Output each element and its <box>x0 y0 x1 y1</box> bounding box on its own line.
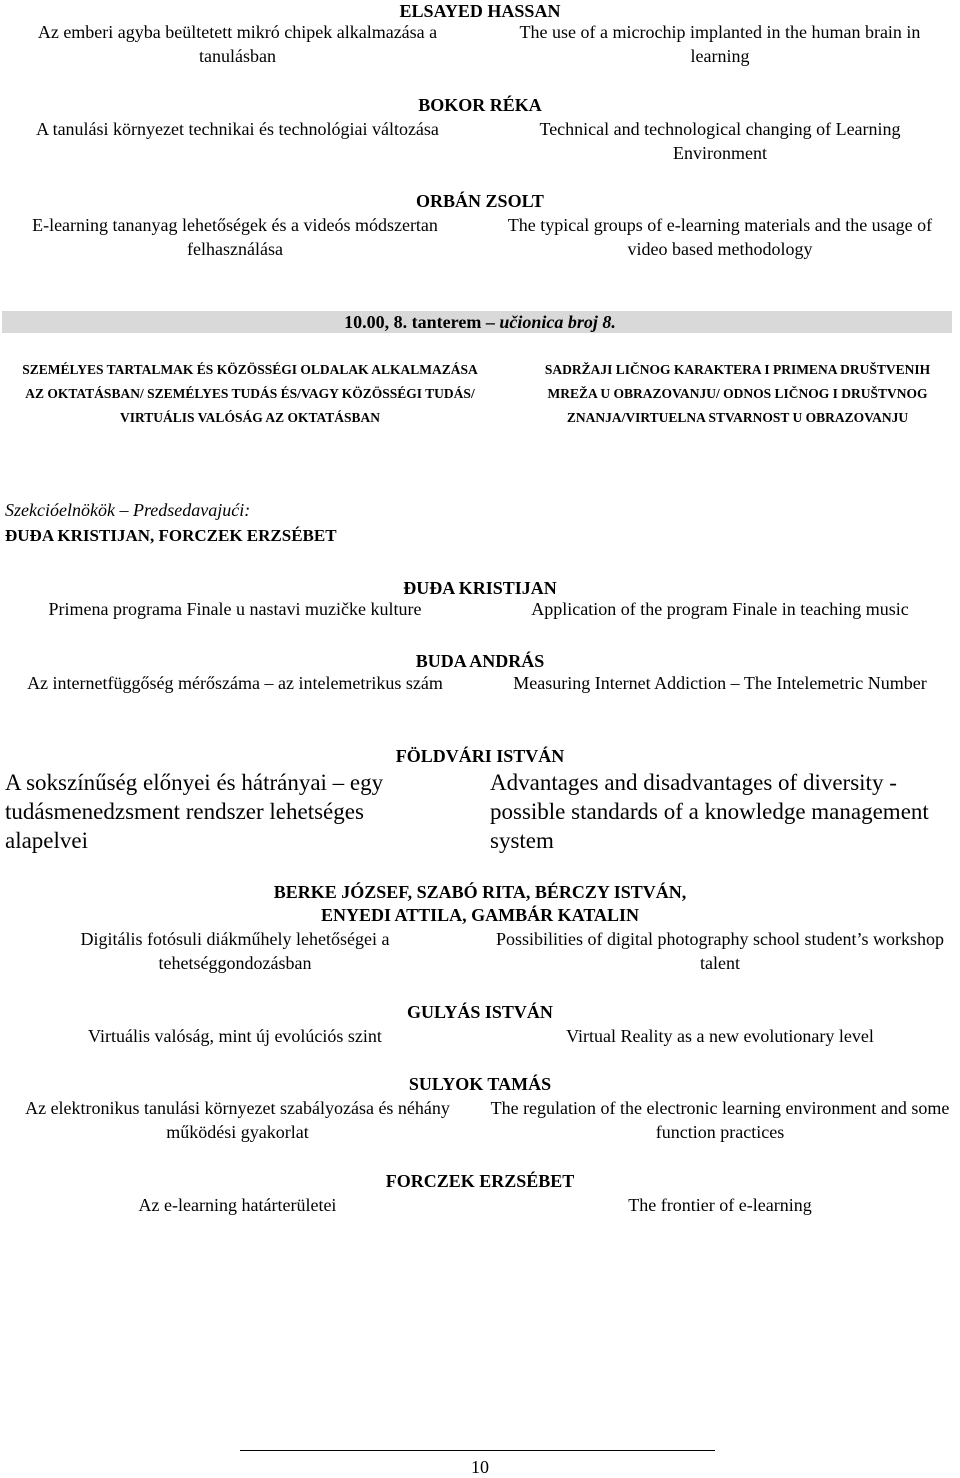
presenter-name: FORCZEK ERZSÉBET <box>385 1171 575 1191</box>
time-room: 10.00, 8. tanterem <box>344 312 482 332</box>
chairs-label: Szekcióelnökök – Predsedavajući: <box>5 500 251 520</box>
presenter-name: GULYÁS ISTVÁN <box>407 1002 553 1022</box>
talk-title-en: Advantages and disadvantages of diversity - possible standards of a knowledge management system <box>490 770 929 853</box>
talk-title-en: The regulation of the electronic learning environment and some function practices <box>490 1098 950 1142</box>
talk-title-hu: Primena programa Finale u nastavi muzičke kulture <box>48 599 422 619</box>
talk-title-en: Virtual Reality as a new evolutionary level <box>566 1026 874 1046</box>
talk-title-hu: Az internetfüggőség mérőszáma – az intelemetrikus szám <box>27 673 443 693</box>
presenter-name: ELSAYED HASSAN <box>399 1 561 21</box>
session-title-hu: SZEMÉLYES TARTALMAK ÉS KÖZÖSSÉGI OLDALAK ALKALMAZÁSA AZ OKTATÁSBAN/ SZEMÉLYES TUDÁS ÉS/VAGY KÖZÖSSÉGI TUDÁS/ VIRTUÁLIS VALÓSÁG AZ OKTATÁSBAN <box>22 362 478 425</box>
room-serbian: učionica broj 8. <box>499 312 616 332</box>
talk-title-hu: Az emberi agyba beültetett mikró chipek alkalmazása a tanulásban <box>37 22 438 66</box>
session-time-room <box>0 311 960 333</box>
talk-title-en: Measuring Internet Addiction – The Intelemetric Number <box>513 673 927 693</box>
presenter-name: SULYOK TAMÁS <box>408 1074 552 1094</box>
talk-title-en: Possibilities of digital photography school student’s workshop talent <box>496 929 944 973</box>
chairs-names: ĐUĐA KRISTIJAN, FORCZEK ERZSÉBET <box>5 526 337 545</box>
talk-title-hu: Az elektronikus tanulási környezet szabályozása és néhány működési gyakorlat <box>25 1098 450 1142</box>
talk-title-hu: Digitális fotósuli diákműhely lehetőségei a tehetséggondozásban <box>80 929 390 973</box>
dash: – <box>481 312 500 332</box>
presenter-name: BUDA ANDRÁS <box>415 651 545 671</box>
talk-title-en: The use of a microchip implanted in the human brain in learning <box>519 22 921 66</box>
presenter-name: ORBÁN ZSOLT <box>416 191 544 211</box>
session-title-sr: SADRŽAJI LIČNOG KARAKTERA I PRIMENA DRUŠTVENIH MREŽA U OBRAZOVANJU/ ODNOS LIČNOG I DRUŠTVNOG ZNANJA/VIRTUELNA STVARNOST U OBRAZOVANJU <box>544 362 931 425</box>
talk-title-en: The frontier of e-learning <box>628 1195 812 1215</box>
footer-rule <box>240 1450 715 1451</box>
page-number: 10 <box>471 1457 489 1477</box>
talk-title-hu: Az e-learning határterületei <box>138 1195 337 1215</box>
presenter-name: FÖLDVÁRI ISTVÁN <box>395 746 565 766</box>
talk-title-en: The typical groups of e-learning materials and the usage of video based methodology <box>507 215 933 259</box>
presenter-name: BOKOR RÉKA <box>418 95 542 115</box>
talk-title-hu: A tanulási környezet technikai és technológiai változása <box>36 119 439 139</box>
presenter-names: ENYEDI ATTILA, GAMBÁR KATALIN <box>320 905 640 925</box>
talk-title-en: Application of the program Finale in teaching music <box>531 599 909 619</box>
talk-title-en: Technical and technological changing of Learning Environment <box>539 119 901 163</box>
talk-title-hu: E-learning tananyag lehetőségek és a videós módszertan felhasználása <box>32 215 438 259</box>
talk-title-hu: A sokszínűség előnyei és hátrányai – egy tudásmenedzsment rendszer lehetséges alapelvei <box>5 770 384 853</box>
presenter-name: ĐUĐA KRISTIJAN <box>403 578 557 598</box>
presenter-names: BERKE JÓZSEF, SZABÓ RITA, BÉRCZY ISTVÁN, <box>273 882 687 902</box>
talk-title-hu: Virtuális valóság, mint új evolúciós szint <box>88 1026 382 1046</box>
